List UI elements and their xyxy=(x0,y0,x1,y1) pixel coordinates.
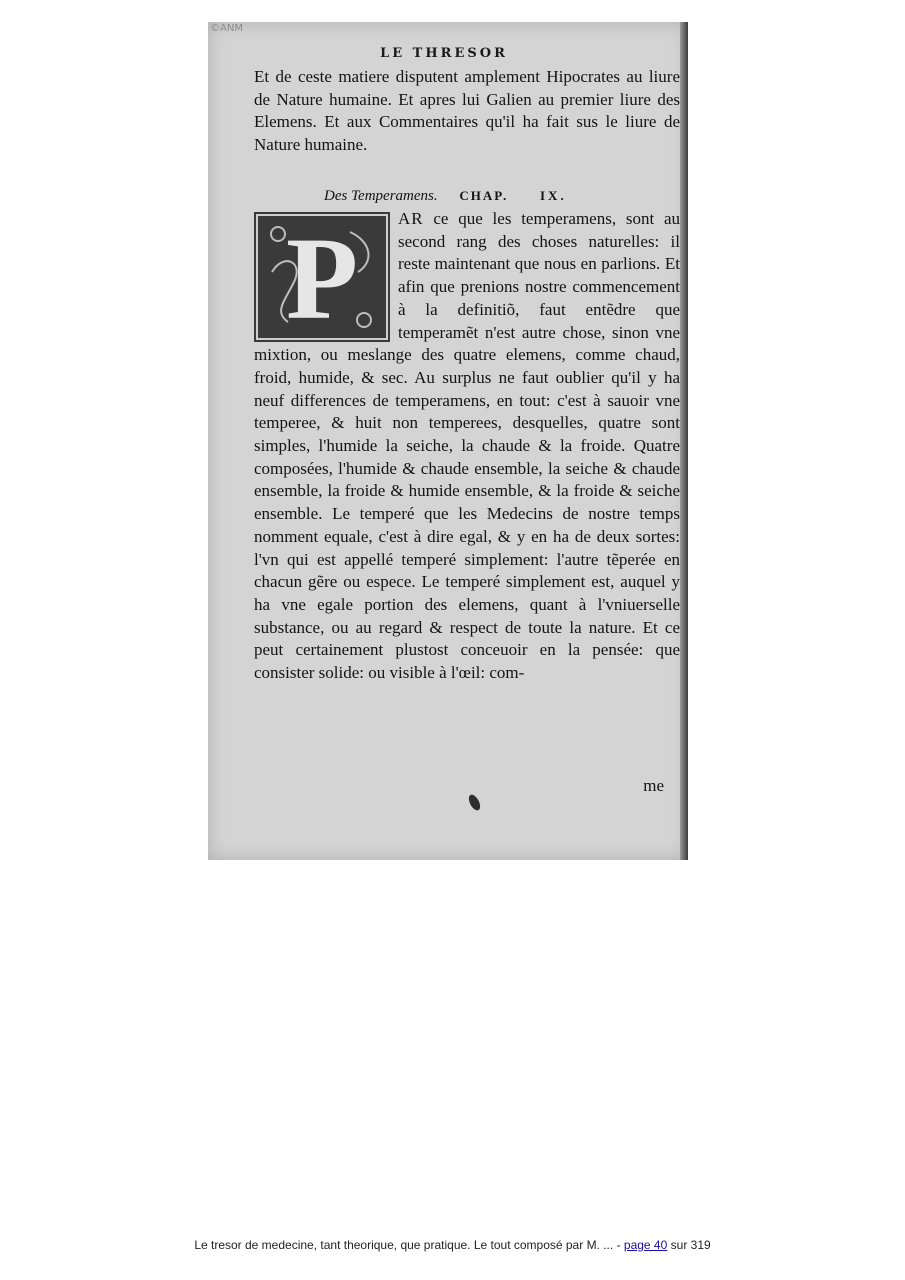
chapter-paragraph xyxy=(254,208,680,685)
decorated-initial-ornament xyxy=(254,212,390,342)
chapter-body xyxy=(254,208,680,685)
page-scan xyxy=(208,22,688,860)
drop-cap-rest: AR xyxy=(398,209,424,228)
catchword: me xyxy=(643,776,664,795)
drop-cap-letter: P xyxy=(285,213,359,342)
chapter-number: IX. xyxy=(540,188,567,203)
running-head: LE THRESOR xyxy=(380,46,508,61)
page-edge-shadow xyxy=(680,22,688,860)
chapter-text: ce que les temperamens, sont au second rang des choses naturelles: il reste maintenant que nous en parlions. Et afin que prenions nostre commencement à la definitiõ, faut entẽdre que temperamẽt n'est autre chose, sinon vne mixtion, ou meslange des quatre elemens, comme chaud, froid, humide, & sec. Au surplus ne faut oublier qu'il y ha neuf differences de temperamens, en tout: c'est à sauoir vne temperee, & huit non temperees, desquelles, quatre sont simples, l'humide la seiche, la chaude & la froide. Quatre composées, l'humide & chaude ensemble, la seiche & chaude ensemble, la froide & humide ensemble, & la froide & seiche ensemble. Le temperé que les Medecins de nostre temps nomment equale, c'est à dire egal, & y en ha de deux sortes: l'vn qui est appellé temperé simplement: l'autre tẽperée en chacun gẽre ou espece. Le temperé simplement est, auquel y ha vne egale portion des elemens, quant à l'vniuerselle substance, ou au regard & respect de toute la nature. Et ce peut certainement plustost conceuoir en la pensée: que consister solide: ou visible à l'œil: com- xyxy=(254,209,680,683)
footer-suffix: sur 319 xyxy=(670,1238,711,1252)
chapter-title: Des Temperamens. xyxy=(324,188,438,204)
chapter-heading xyxy=(324,188,680,205)
page-link[interactable]: page 40 xyxy=(623,1238,668,1252)
footer xyxy=(0,1238,905,1252)
chapter-label: CHAP. xyxy=(459,188,509,203)
decorated-initial xyxy=(254,212,390,342)
intro-text: Et de ceste matiere disputent amplement Hipocrates au liure de Nature humaine. Et apres lui Galien au premier liure des Elemens. Et aux Commentaires qu'il ha fait sus le liure de Nature humaine. xyxy=(254,67,680,155)
footer-text: Le tresor de medecine, tant theorique, que pratique. Le tout composé par M. ... - xyxy=(194,1238,621,1252)
intro-paragraph xyxy=(254,66,680,157)
watermark: ©ANM xyxy=(210,23,243,34)
ink-blot xyxy=(467,793,483,812)
